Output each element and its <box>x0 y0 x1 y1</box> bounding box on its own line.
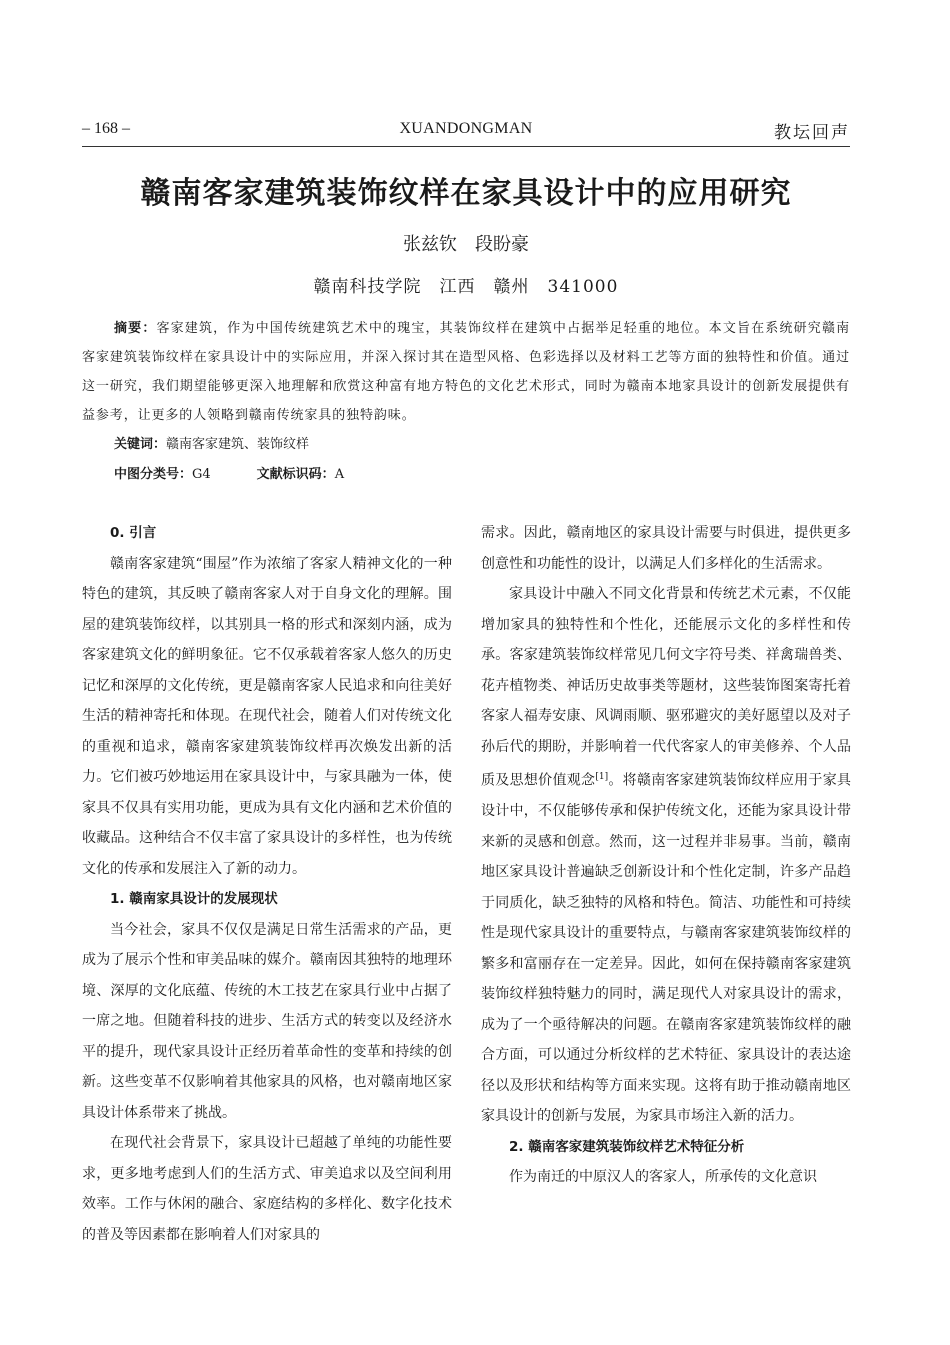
paragraph-text: 家具设计中融入不同文化背景和传统艺术元素，不仅能增加家具的独特性和个性化，还能展示文化的多样性和传承。客家建筑装饰纹样常见几何文字符号类、祥禽瑞兽类、花卉植物类、神话历史故事类等题材，这些装饰图案寄托着客家人福寿安康、风调雨顺、驱邪避灾的美好愿望以及对子孙后代的期盼，并影响着一代代客家人的审美修养、个人品质及思想价值观念 <box>481 586 851 789</box>
doc-code-label: 文献标识码： <box>256 467 335 482</box>
keywords <box>114 433 309 452</box>
page-number: – 168 – <box>82 120 130 137</box>
paragraph: 在现代社会背景下，家具设计已超越了单纯的功能性要求，更多地考虑到人们的生活方式、审美追求以及空间利用效率。工作与休闲的融合、家庭结构的多样化、数字化技术的普及等因素都在影响着人们对家具的 <box>82 1135 452 1243</box>
left-column <box>82 518 452 1250</box>
keywords-label: 关键词： <box>114 437 167 452</box>
affiliation: 赣南科技学院 江西 赣州 341000 <box>313 277 619 297</box>
paragraph: 赣南客家建筑“围屋”作为浓缩了客家人精神文化的一种特色的建筑，其反映了赣南客家人对于自身文化的理解。围屋的建筑装饰纹样，以其别具一格的形式和深刻内涵，成为客家建筑文化的鲜明象征。它不仅承载着客家人悠久的历史记忆和深厚的文化传统，更是赣南客家人民追求和向往美好生活的精神寄托和体现。在现代社会，随着人们对传统文化的重视和追求，赣南客家建筑装饰纹样再次焕发出新的活力。它们被巧妙地运用在家具设计中，与家具融为一体，使家具不仅具有实用功能，更成为具有文化内涵和艺术价值的收藏品。这种结合不仅丰富了家具设计的多样性，也为传统文化的传承和发展注入了新的动力。 <box>82 555 452 877</box>
doc-code-value: A <box>334 467 345 482</box>
paragraph <box>481 579 851 1132</box>
authors: 张兹钦 段盼豪 <box>403 234 529 255</box>
paragraph: 当今社会，家具不仅仅是满足日常生活需求的产品，更成为了展示个性和审美品味的媒介。赣南因其独特的地理环境、深厚的文化底蕴、传统的木工技艺在家具行业中占据了一席之地。但随着科技的进步、生活方式的转变以及经济水平的提升，现代家具设计正经历着革命性的变革和持续的创新。这些变革不仅影响着其他家具的风格，也对赣南地区家具设计体系带来了挑战。 <box>82 921 452 1121</box>
clc-label: 中图分类号： <box>114 467 193 482</box>
journal-name: XUANDONGMAN <box>399 120 533 137</box>
abstract-text: 客家建筑，作为中国传统建筑艺术中的瑰宝，其装饰纹样在建筑中占据举足轻重的地位。本文旨在系统研究赣南客家建筑装饰纹样在家具设计中的实际应用，并深入探讨其在造型风格、色彩选择以及材料工艺等方面的独特性和价值。通过这一研究，我们期望能够更深入地理解和欣赏这种富有地方特色的文化艺术形式，同时为赣南本地家具设计的创新发展提供有益参考，让更多的人领略到赣南传统家具的独特韵味。 <box>82 321 850 423</box>
paragraph-continued: 需求。因此，赣南地区的家具设计需要与时俱进，提供更多创意性和功能性的设计，以满足人们多样化的生活需求。 <box>481 525 851 572</box>
abstract-label: 摘要： <box>114 321 157 336</box>
section-heading-0: 0. 引言 <box>110 525 157 541</box>
keywords-text: 赣南客家建筑、装饰纹样 <box>166 437 310 452</box>
running-header <box>82 118 850 144</box>
classification <box>114 463 344 482</box>
header-rule <box>82 146 850 147</box>
clc-value: G4 <box>192 467 211 482</box>
right-column <box>481 518 851 1193</box>
citation: [1] <box>595 772 609 782</box>
paper-title: 赣南客家建筑装饰纹样在家具设计中的应用研究 <box>140 176 792 211</box>
paragraph: 作为南迁的中原汉人的客家人，所承传的文化意识 <box>509 1169 817 1186</box>
abstract <box>82 314 850 430</box>
paragraph-text: 。将赣南客家建筑装饰纹样应用于家具设计中，不仅能够传承和保护传统文化，还能为家具设计带来新的灵感和创意。然而，这一过程并非易事。当前，赣南地区家具设计普遍缺乏创新设计和个性化定制，许多产品趋于同质化，缺乏独特的风格和特色。简洁、功能性和可持续性是现代家具设计的重要特点，与赣南客家建筑装饰纹样的繁多和富丽存在一定差异。因此，如何在保持赣南客家建筑装饰纹样独特魅力的同时，满足现代人对家具设计的需求，成为了一个亟待解决的问题。在赣南客家建筑装饰纹样的融合方面，可以通过分析纹样的艺术特征、家具设计的表达途径以及形状和结构等方面来实现。这将有助于推动赣南地区家具设计的创新与发展，为家具市场注入新的活力。 <box>481 772 852 1125</box>
section-heading-2: 2. 赣南客家建筑装饰纹样艺术特征分析 <box>509 1138 745 1155</box>
section-heading-1: 1. 赣南家具设计的发展现状 <box>110 891 278 907</box>
section-name: 教坛回声 <box>774 123 850 143</box>
